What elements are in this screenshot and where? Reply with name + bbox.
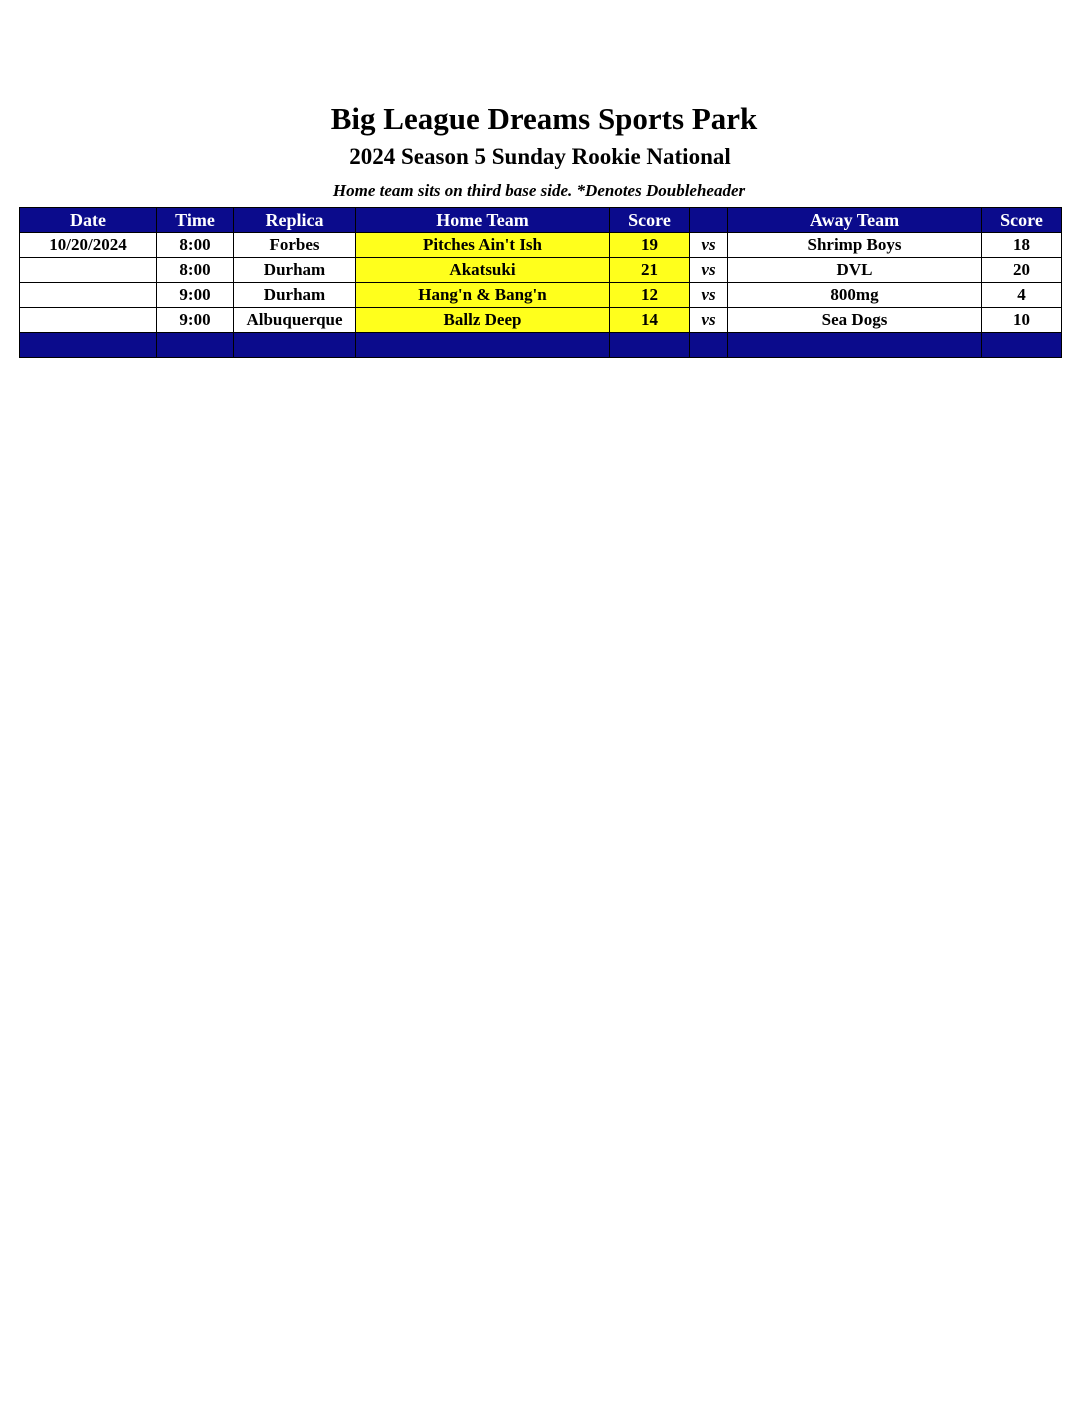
cell-away-score: 10 bbox=[982, 308, 1062, 333]
cell-away-score: 4 bbox=[982, 283, 1062, 308]
page-title: Big League Dreams Sports Park bbox=[330, 101, 758, 136]
cell-time: 8:00 bbox=[157, 233, 234, 258]
cell-away-team: DVL bbox=[728, 258, 982, 283]
table-row bbox=[20, 283, 1062, 308]
table-row bbox=[20, 308, 1062, 333]
table-row bbox=[20, 233, 1062, 258]
cell-away-score: 18 bbox=[982, 233, 1062, 258]
cell-vs: vs bbox=[690, 308, 728, 333]
footer-cell bbox=[157, 333, 234, 358]
cell-replica: Durham bbox=[234, 258, 356, 283]
cell-home-score: 19 bbox=[610, 233, 690, 258]
cell-vs: vs bbox=[690, 283, 728, 308]
cell-away-team: Shrimp Boys bbox=[728, 233, 982, 258]
table-row bbox=[20, 258, 1062, 283]
footer-cell bbox=[690, 333, 728, 358]
page-subtitle: 2024 Season 5 Sunday Rookie National bbox=[349, 144, 731, 169]
cell-date bbox=[20, 283, 157, 308]
cell-vs: vs bbox=[690, 233, 728, 258]
table-footer-row bbox=[20, 333, 1062, 358]
cell-date bbox=[20, 308, 157, 333]
col-header-away-score: Score bbox=[982, 208, 1062, 233]
cell-date bbox=[20, 258, 157, 283]
cell-away-score: 20 bbox=[982, 258, 1062, 283]
col-header-vs bbox=[690, 208, 728, 233]
footer-cell bbox=[234, 333, 356, 358]
col-header-date: Date bbox=[20, 208, 157, 233]
cell-replica: Albuquerque bbox=[234, 308, 356, 333]
cell-home-score: 14 bbox=[610, 308, 690, 333]
cell-time: 9:00 bbox=[157, 283, 234, 308]
cell-home-score: 21 bbox=[610, 258, 690, 283]
col-header-replica: Replica bbox=[234, 208, 356, 233]
footer-cell bbox=[982, 333, 1062, 358]
cell-home-score: 12 bbox=[610, 283, 690, 308]
cell-home-team: Akatsuki bbox=[356, 258, 610, 283]
col-header-home-score: Score bbox=[610, 208, 690, 233]
cell-vs: vs bbox=[690, 258, 728, 283]
schedule-table bbox=[19, 207, 1062, 358]
col-header-home-team: Home Team bbox=[356, 208, 610, 233]
col-header-away-team: Away Team bbox=[728, 208, 982, 233]
cell-date: 10/20/2024 bbox=[20, 233, 157, 258]
footer-cell bbox=[20, 333, 157, 358]
col-header-time: Time bbox=[157, 208, 234, 233]
cell-replica: Durham bbox=[234, 283, 356, 308]
footer-cell bbox=[728, 333, 982, 358]
cell-time: 9:00 bbox=[157, 308, 234, 333]
schedule-note: Home team sits on third base side. *Denotes Doubleheader bbox=[332, 181, 746, 200]
table-header-row bbox=[20, 208, 1062, 233]
cell-home-team: Pitches Ain't Ish bbox=[356, 233, 610, 258]
cell-home-team: Ballz Deep bbox=[356, 308, 610, 333]
cell-away-team: Sea Dogs bbox=[728, 308, 982, 333]
cell-time: 8:00 bbox=[157, 258, 234, 283]
cell-away-team: 800mg bbox=[728, 283, 982, 308]
footer-cell bbox=[356, 333, 610, 358]
cell-home-team: Hang'n & Bang'n bbox=[356, 283, 610, 308]
cell-replica: Forbes bbox=[234, 233, 356, 258]
footer-cell bbox=[610, 333, 690, 358]
